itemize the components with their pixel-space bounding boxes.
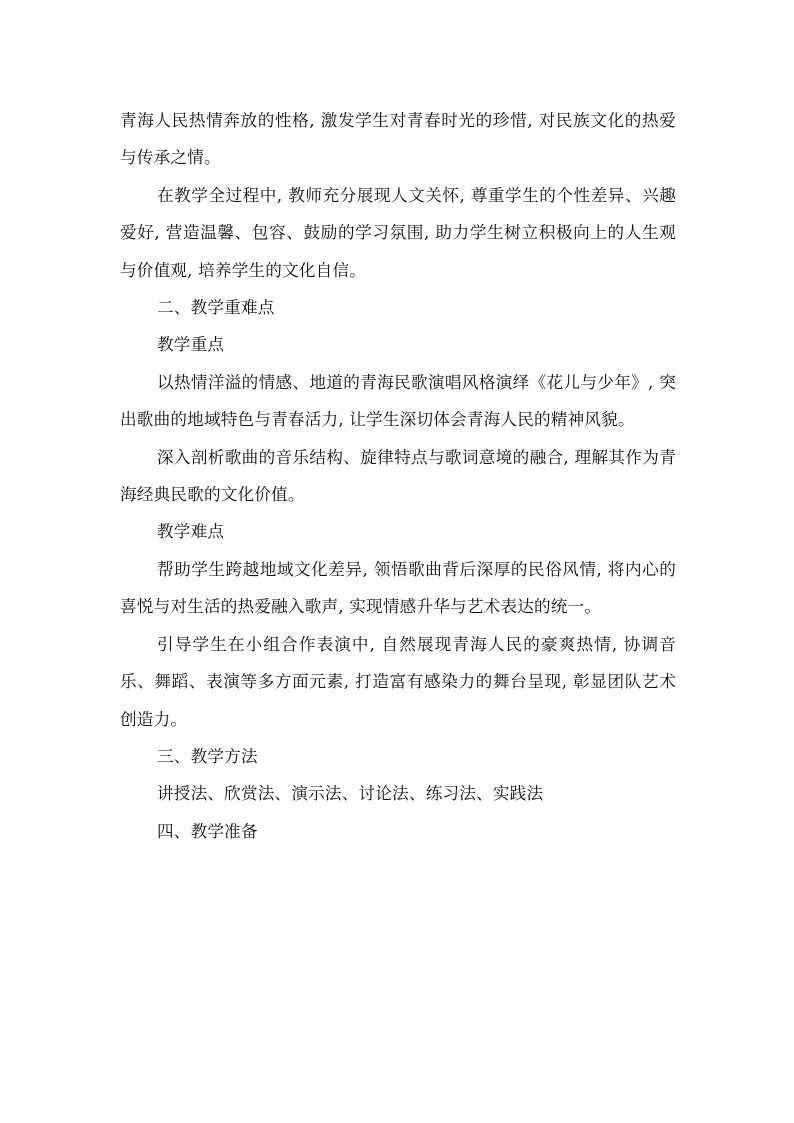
subheading-teaching-focus: 教学重点 [157, 335, 225, 355]
paragraph-difficulty-culture: 帮助学生跨越地域文化差异, 领悟歌曲背后深厚的民俗风情, 将内心的喜悦与对生活的热爱融入歌声, 实现情感升华与艺术表达的统一。 [120, 559, 676, 617]
section-heading-key-difficult-points: 二、教学重难点 [157, 298, 275, 318]
paragraph-difficulty-group-performance: 引导学生在小组合作表演中, 自然展现青海人民的豪爽热情, 协调音乐、舞蹈、表演等多方面元素, 打造富有感染力的舞台呈现, 彰显团队艺术创造力。 [120, 634, 676, 729]
paragraph-focus-performance: 以热情洋溢的情感、地道的青海民歌演唱风格演绎《花儿与少年》, 突出歌曲的地域特色与青春活力, 让学生深切体会青海人民的精神风貌。 [120, 372, 676, 430]
document-body [120, 102, 676, 850]
paragraph-humanistic-care: 在教学全过程中, 教师充分展现人文关怀, 尊重学生的个性差异、兴趣爱好, 营造温馨、包容、鼓励的学习氛围, 助力学生树立积极向上的人生观与价值观, 培养学生的文化自信。 [120, 185, 676, 280]
section-heading-teaching-methods: 三、教学方法 [157, 746, 258, 766]
subheading-teaching-difficulty: 教学难点 [157, 522, 225, 542]
paragraph-intro-continuation: 青海人民热情奔放的性格, 激发学生对青春时光的珍惜, 对民族文化的热爱与传承之情。 [120, 111, 676, 168]
section-heading-teaching-preparation: 四、教学准备 [157, 821, 258, 841]
paragraph-method-list: 讲授法、欣赏法、演示法、讨论法、练习法、实践法 [157, 784, 544, 804]
paragraph-focus-analysis: 深入剖析歌曲的音乐结构、旋律特点与歌词意境的融合, 理解其作为青海经典民歌的文化价值。 [120, 447, 676, 505]
